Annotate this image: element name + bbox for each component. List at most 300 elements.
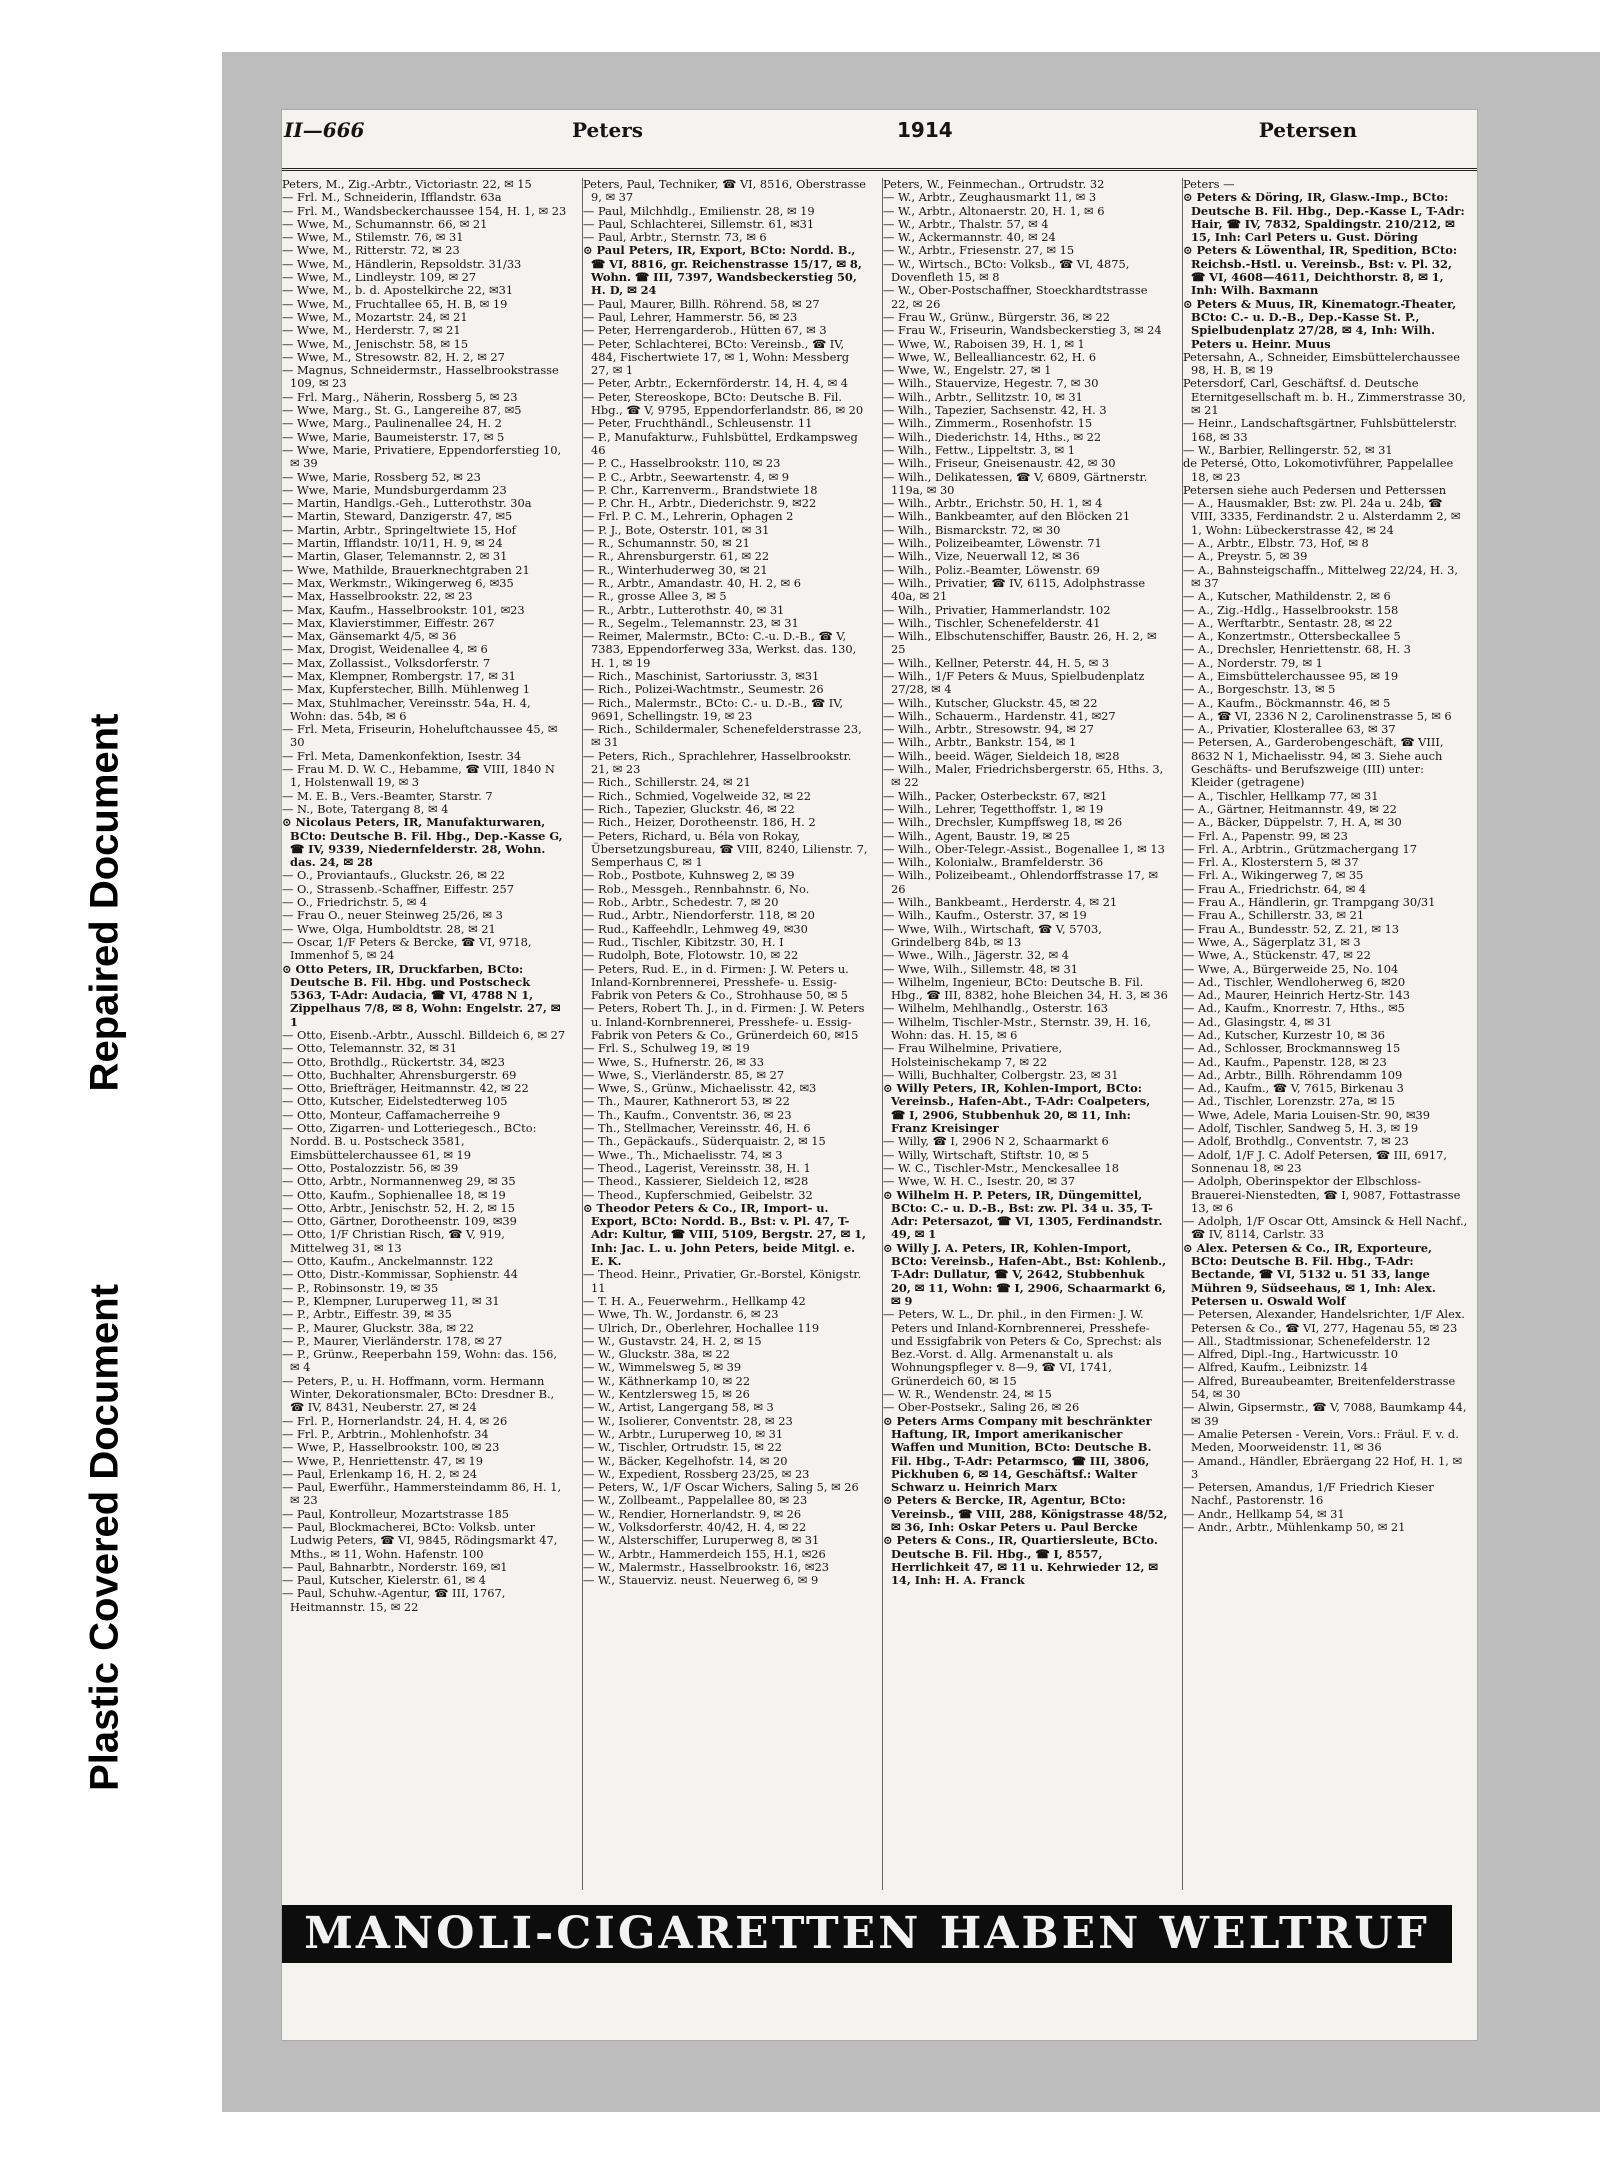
directory-entry: — A., Tischler, Hellkamp 77, ✉ 31	[1183, 788, 1379, 803]
directory-entry: — Frl. M., Wandsbeckerchaussee 154, H. 1, ✉ 23	[282, 203, 567, 218]
directory-entry: — A., Drechsler, Henriettenstr. 68, H. 3	[1183, 642, 1411, 657]
directory-entry: — Paul, Kutscher, Kielerstr. 61, ✉ 4	[282, 1573, 486, 1588]
directory-entry: — Magnus, Schneidermstr., Hasselbrookstrasse 109, ✉ 23	[282, 363, 559, 391]
directory-entry: Peters, W., Feinmechan., Ortrudstr. 32	[883, 178, 1105, 191]
directory-entry: ⊙ Alex. Petersen & Co., IR, Exporteure, BCto: Deutsche B. Fil. Hbg., T-Adr: Bectande, ☎ VI, 5132 u. 51 33, lange Mühren 9, Südseehaus, ✉ 1, Inh: Alex. Petersen u. Oswald Wolf	[1183, 1240, 1436, 1308]
directory-entry: ⊙ Theodor Peters & Co., IR, Import- u. Export, BCto: Nordd. B., Bst: v. Pl. 47, T-Adr: Kultur, ☎ VIII, 5109, Bergstr. 27, ✉ 1, Inh: Jac. L. u. John Peters, beide Mitgl. e. E. K.	[583, 1200, 867, 1269]
directory-entry: — Wilh., Polizeibeamt., Ohlendorffstrasse 17, ✉ 26	[883, 868, 1158, 896]
directory-entry: — Wwe, W., Engelstr. 27, ✉ 1	[883, 363, 1052, 378]
directory-entry: — W., Zollbeamt., Pappelallee 80, ✉ 23	[583, 1493, 808, 1508]
directory-entry: — Wwe, A., Stückenstr. 47, ✉ 22	[1183, 948, 1371, 963]
directory-entry: — Wilh., Maler, Friedrichsbergerstr. 65, Hths. 3, ✉ 22	[883, 762, 1164, 790]
directory-entry: — A., Bäcker, Düppelstr. 7, H. A, ✉ 30	[1183, 815, 1402, 830]
directory-entry: — Wilh., Fettw., Lippeltstr. 3, ✉ 1	[883, 442, 1075, 457]
directory-entry: — Peter, Fruchthändl., Schleusenstr. 11	[583, 416, 813, 431]
directory-entry: — Wwe, M., Schumannstr. 66, ✉ 21	[282, 216, 488, 231]
directory-entry: — A., Bahnsteigschaffn., Mittelweg 22/24, H. 3, ✉ 37	[1183, 562, 1459, 590]
directory-entry: — Alfred, Dipl.-Ing., Hartwicusstr. 10	[1183, 1347, 1399, 1362]
directory-entry: Petersahn, A., Schneider, Eimsbüttelerchaussee 98, H. B, ✉ 19	[1183, 349, 1460, 378]
directory-entry: — Wilh., Packer, Osterbeckstr. 67, ✉21	[883, 788, 1108, 803]
directory-entry: — A., Kaufm., Böckmannstr. 46, ✉ 5	[1183, 695, 1391, 710]
directory-entry: — Wwe, Marie, Privatiere, Eppendorferstieg 10, ✉ 39	[282, 442, 562, 471]
directory-entry: — Paul, Blockmacherei, BCto: Volksb. unter Ludwig Peters, ☎ VI, 9845, Rödingsmarkt 47, Mths., ✉ 11, Wohn. Hafenstr. 100	[282, 1519, 558, 1561]
directory-entry: — R., Schumannstr. 50, ✉ 21	[583, 536, 750, 551]
directory-entry: — All., Stadtmissionar, Schenefelderstr. 12	[1183, 1333, 1431, 1348]
page-number: II—666	[284, 118, 365, 142]
directory-entry: — N., Bote, Tatergang 8, ✉ 4	[282, 801, 449, 816]
directory-entry: — Max, Werkmstr., Wikingerweg 6, ✉35	[282, 575, 514, 590]
directory-entry: — Wilh., Privatier, ☎ IV, 6115, Adolphstrasse 40a, ✉ 21	[883, 575, 1146, 604]
directory-entry: — Max, Drogist, Weidenallee 4, ✉ 6	[282, 642, 488, 657]
directory-entry: — Paul, Bahnarbtr., Norderstr. 169, ✉1	[282, 1559, 508, 1574]
directory-entry: — W., Arbtr., Zeughausmarkt 11, ✉ 3	[883, 190, 1097, 205]
directory-entry: — Wilh., Privatier, Hammerlandstr. 102	[883, 602, 1111, 617]
directory-entry: — Max, Klempner, Rombergstr. 17, ✉ 31	[282, 668, 516, 683]
directory-entry: — Paul, Schlachterei, Sillemstr. 61, ✉31	[583, 216, 815, 231]
directory-entry: — Wilh., Friseur, Gneisenaustr. 42, ✉ 30	[883, 456, 1116, 471]
directory-entry: — Peters, P., u. H. Hoffmann, vorm. Hermann Winter, Dekorationsmaler, BCto: Dresdner B., ☎ IV, 8431, Neuberstr. 27, ✉ 24	[282, 1373, 555, 1415]
directory-entry: — Rich., Schillerstr. 24, ✉ 21	[583, 775, 751, 790]
directory-entry: — Wilh., Kaufm., Osterstr. 37, ✉ 19	[883, 908, 1087, 923]
directory-entry: — Peters, Rud. E., in d. Firmen: J. W. Peters u. Inland-Kornbrennerei, Presshefe- u. Essig-Fabrik von Peters & Co., Strohhause 50, ✉ 5	[583, 961, 849, 1003]
directory-entry: — W., Arbtr., Hammerdeich 155, H.1, ✉26	[583, 1546, 826, 1561]
directory-entry: — Wilh., Drechsler, Kumpffsweg 18, ✉ 26	[883, 815, 1123, 830]
directory-entry: — Max, Kupferstecher, Billh. Mühlenweg 1	[282, 682, 531, 697]
directory-entry: ⊙ Willy Peters, IR, Kohlen-Import, BCto: Vereinsb., Hafen-Abt., T-Adr: Coalpeters, ☎ I, 2906, Stubbenhuk 20, ✉ 11, Inh: Franz Kreisinger	[883, 1081, 1151, 1136]
directory-entry: Peters, Paul, Techniker, ☎ VI, 8516, Oberstrasse 9, ✉ 37	[583, 178, 867, 205]
directory-entry: — Rich., Heizer, Dorotheenstr. 186, H. 2	[583, 815, 816, 830]
directory-entry: — Wilh., 1/F Peters & Muus, Spielbudenplatz 27/28, ✉ 4	[883, 668, 1145, 697]
directory-entry: — Otto, 1/F Christian Risch, ☎ V, 919, Mittelweg 31, ✉ 13	[282, 1227, 505, 1255]
directory-entry: — Paul, Schuhw.-Agentur, ☎ III, 1767, Heitmannstr. 15, ✉ 22	[282, 1586, 506, 1614]
directory-entry: Petersen siehe auch Pedersen und Petterssen	[1183, 482, 1447, 497]
directory-entry: — Wilh., Ober-Telegr.-Assist., Bogenallee 1, ✉ 13	[883, 841, 1165, 856]
directory-entry: — Frau M. D. W. C., Hebamme, ☎ VIII, 1840 N 1, Holstenwall 19, ✉ 3	[282, 762, 555, 790]
directory-entry: ⊙ Peters & Döring, IR, Glasw.-Imp., BCto: Deutsche B. Fil. Hbg., Dep.-Kasse L, T-Adr: Hair, ☎ IV, 7832, Spaldingstr. 210/212, ✉ 15, Inh: Carl Peters u. Gust. Döring	[1183, 190, 1465, 245]
directory-entry: — Wwe, A., Sägerplatz 31, ✉ 3	[1183, 934, 1361, 949]
directory-column-2	[582, 178, 868, 1890]
directory-entry: — Ad., Schlosser, Brockmannsweg 15	[1183, 1041, 1401, 1056]
directory-entry: — Wwe, Wilh., Wirtschaft, ☎ V, 5703, Grindelberg 84b, ✉ 13	[883, 921, 1102, 949]
directory-entry: — Otto, Kaufm., Sophienallee 18, ✉ 19	[282, 1187, 506, 1202]
directory-entry: — Frl. P., Arbtrin., Mohlenhofstr. 34	[282, 1426, 489, 1441]
directory-entry: — Martin, Handlgs.-Geh., Lutterothstr. 30a	[282, 496, 532, 511]
directory-entry: — Ober-Postsekr., Saling 26, ✉ 26	[883, 1400, 1080, 1415]
directory-entry: — Frau A., Händlerin, gr. Trampgang 30/31	[1183, 895, 1436, 910]
directory-entry: — Otto, Kutscher, Eidelstedterweg 105	[282, 1094, 508, 1109]
directory-entry: — A., Norderstr. 79, ✉ 1	[1183, 655, 1323, 670]
directory-entry: — Frl. S., Schulweg 19, ✉ 19	[583, 1041, 750, 1056]
directory-entry: ⊙ Paul Peters, IR, Export, BCto: Nordd. B., ☎ VI, 8816, gr. Reichenstrasse 15/17, ✉ 8, Wohn. ☎ III, 7397, Wandsbeckerstieg 50, H. D, ✉ 24	[583, 243, 862, 298]
directory-entry: — Wwe, Marie, Baumeisterstr. 17, ✉ 5	[282, 429, 505, 444]
directory-entry: — Adolph, Oberinspektor der Elbschloss-Brauerei-Nienstedten, ☎ I, 9087, Fottastrasse 13, ✉ 6	[1183, 1174, 1461, 1215]
directory-entry: — Th., Maurer, Kathnerort 53, ✉ 22	[583, 1094, 790, 1109]
directory-entry: — Wilh., Elbschutenschiffer, Baustr. 26, H. 2, ✉ 25	[883, 629, 1157, 657]
directory-entry: — Peter, Stereoskope, BCto: Deutsche B. Fil. Hbg., ☎ V, 9795, Eppendorferlandstr. 86, ✉ 20	[583, 389, 864, 418]
directory-entry: — Rudolph, Bote, Flotowstr. 10, ✉ 22	[583, 948, 799, 963]
directory-entry: — Otto, Postalozzistr. 56, ✉ 39	[282, 1160, 459, 1175]
directory-entry: — Martin, Arbtr., Springeltwiete 15, Hof	[282, 522, 516, 537]
directory-entry: — Rud., Tischler, Kibitzstr. 30, H. I	[583, 934, 784, 949]
directory-entry: — Wwe, S., Vierländerstr. 85, ✉ 27	[583, 1067, 785, 1082]
directory-entry: — Andr., Hellkamp 54, ✉ 31	[1183, 1506, 1345, 1521]
directory-entry: — A., ☎ VI, 2336 N 2, Carolinenstrasse 5, ✉ 6	[1183, 708, 1452, 723]
directory-entry: — Frl. Meta, Damenkonfektion, Isestr. 34	[282, 748, 522, 763]
directory-entry: — Alfred, Kaufm., Leibnizstr. 14	[1183, 1360, 1368, 1375]
directory-entry: — R., grosse Allee 3, ✉ 5	[583, 589, 727, 604]
directory-entry: — Ad., Tischler, Wendloherweg 6, ✉20	[1183, 974, 1406, 989]
directory-column-1	[282, 178, 567, 1890]
directory-entry: — W., Gluckstr. 38a, ✉ 22	[583, 1347, 730, 1362]
directory-entry: — Willi, Buchhalter, Colbergstr. 23, ✉ 31	[883, 1067, 1119, 1082]
directory-entry: — Frl. Meta, Friseurin, Hoheluftchaussee 45, ✉ 30	[282, 722, 558, 750]
directory-entry: — Frau Wilhelmine, Privatiere, Holsteinischekamp 7, ✉ 22	[883, 1041, 1063, 1069]
directory-entry: — Wwe, P., Henriettenstr. 47, ✉ 19	[282, 1453, 483, 1468]
directory-entry: — W., Wimmelsweg 5, ✉ 39	[583, 1360, 742, 1375]
directory-entry: — Peters, W., 1/F Oscar Wichers, Saling 5, ✉ 26	[583, 1480, 859, 1495]
directory-column-3	[882, 178, 1168, 1890]
directory-entry: — A., Borgeschstr. 13, ✉ 5	[1183, 682, 1336, 697]
directory-entry: ⊙ Nicolaus Peters, IR, Manufakturwaren, BCto: Deutsche B. Fil. Hbg., Dep.-Kasse G, ☎ IV, 9339, Niedernfelderstr. 28, Wohn. das. 24, ✉ 28	[282, 815, 563, 870]
directory-entry: — Wwe, M., Herderstr. 7, ✉ 21	[282, 323, 461, 338]
directory-entry: — Wilh., Bismarckstr. 72, ✉ 30	[883, 522, 1061, 537]
directory-entry: — Frl. Marg., Näherin, Rossberg 5, ✉ 23	[282, 389, 518, 404]
directory-entry: — Peter, Arbtr., Eckernförderstr. 14, H. 4, ✉ 4	[583, 376, 849, 391]
directory-entry: — Adolf, 1/F J. C. Adolf Petersen, ☎ III, 6917, Sonnenau 18, ✉ 23	[1183, 1147, 1447, 1175]
directory-entry: — R., Arbtr., Lutterothstr. 40, ✉ 31	[583, 602, 785, 617]
directory-entry: — Wwe, M., Jenischstr. 58, ✉ 15	[282, 336, 469, 351]
directory-entry: — Wilh., Diederichstr. 14, Hths., ✉ 22	[883, 429, 1102, 444]
directory-entry: — Andr., Arbtr., Mühlenkamp 50, ✉ 21	[1183, 1519, 1406, 1534]
directory-entry: — Frau A., Friedrichstr. 64, ✉ 4	[1183, 881, 1367, 896]
directory-entry: ⊙ Willy J. A. Peters, IR, Kohlen-Import, BCto: Vereinsb., Hafen-Abt., Bst: Kohlenb., T-Adr: Dullatur, ☎ V, 2642, Stubbenhuk 20, ✉ 11, Wohn: ☎ I, 2906, Schaarmarkt 6, ✉ 9	[883, 1240, 1167, 1308]
directory-entry: — A., Zig.-Hdlg., Hasselbrookstr. 158	[1183, 602, 1399, 617]
directory-entry: — Wwe, M., Stilemstr. 76, ✉ 31	[282, 230, 464, 245]
directory-entry: — W., Artist, Langergang 58, ✉ 3	[583, 1400, 774, 1415]
directory-entry: — P. Chr. H., Arbtr., Diederichstr. 9, ✉22	[583, 496, 817, 511]
directory-entry: — Otto, Eisenb.-Arbtr., Ausschl. Billdeich 6, ✉ 27	[282, 1028, 566, 1042]
directory-entry: — W., Tischler, Ortrudstr. 15, ✉ 22	[583, 1440, 782, 1455]
directory-entry: — A., Werftarbtr., Sentastr. 28, ✉ 22	[1183, 615, 1393, 630]
directory-entry: — Wwe., Wilh., Jägerstr. 32, ✉ 4	[883, 948, 1069, 963]
directory-entry: — Wilh., Arbtr., Stresowstr. 94, ✉ 27	[883, 722, 1094, 737]
directory-entry: — Paul, Lehrer, Hammerstr. 56, ✉ 23	[583, 309, 798, 324]
directory-entry: — A., Hausmakler, Bst: zw. Pl. 24a u. 24b, ☎ VIII, 3335, Ferdinandstr. 2 u. Alsterdamm 2, ✉ 1, Wohn: Lübeckerstrasse 42, ✉ 24	[1183, 496, 1461, 537]
directory-entry: — Wwe, W. H. C., Isestr. 20, ✉ 37	[883, 1174, 1076, 1189]
directory-entry: — A., Gärtner, Heitmannstr. 49, ✉ 22	[1183, 801, 1397, 816]
directory-entry: — Rich., Tapezier, Gluckstr. 46, ✉ 22	[583, 801, 795, 816]
directory-page	[282, 110, 1477, 2040]
directory-entry: — Wwe, S., Grünw., Michaelisstr. 42, ✉3	[583, 1081, 817, 1096]
directory-entry: — P. J., Bote, Osterstr. 101, ✉ 31	[583, 522, 770, 537]
directory-entry: — Amalie Petersen - Verein, Vors.: Fräul. F. v. d. Meden, Moorweidenstr. 11, ✉ 36	[1183, 1426, 1459, 1455]
directory-entry: — P., Arbtr., Eiffestr. 39, ✉ 35	[282, 1307, 452, 1322]
directory-entry: — Rich., Maschinist, Sartoriusstr. 3, ✉31	[583, 668, 820, 683]
directory-entry: — Wwe, M., b. d. Apostelkirche 22, ✉31	[282, 283, 514, 298]
directory-entry: — A., Konzertmstr., Ottersbeckallee 5	[1183, 629, 1401, 644]
directory-entry: — Max, Gänsemarkt 4/5, ✉ 36	[282, 629, 457, 644]
directory-entry: — A., Arbtr., Elbstr. 73, Hof, ✉ 8	[1183, 536, 1369, 551]
directory-entry: — Wwe, M., Fruchtallee 65, H. B, ✉ 19	[282, 296, 508, 311]
directory-entry: — M. E. B., Vers.-Beamter, Starstr. 7	[282, 788, 493, 803]
directory-entry: — O., Strassenb.-Schaffner, Eiffestr. 257	[282, 881, 514, 896]
directory-entry: — Wilh., Delikatessen, ☎ V, 6809, Gärtnerstr. 119a, ✉ 30	[883, 469, 1148, 497]
directory-entry: — Wilh., Schauerm., Hardenstr. 41, ✉27	[883, 708, 1116, 723]
directory-entry: — Otto, Brothdlg., Rückertstr. 34, ✉23	[282, 1054, 505, 1069]
directory-entry: — Frau O., neuer Steinweg 25/26, ✉ 3	[282, 908, 503, 923]
directory-entry: — P. Chr., Karrenverm., Brandstwiete 18	[583, 482, 818, 497]
directory-entry: — Otto, Briefträger, Heitmannstr. 42, ✉ 22	[282, 1081, 529, 1096]
directory-entry: — Wwe, M., Ritterstr. 72, ✉ 23	[282, 243, 460, 258]
directory-entry: ⊙ Peters & Cons., IR, Quartiersleute, BCto. Deutsche B. Fil. Hbg., ☎ I, 8557, Herrlichkeit 47, ✉ 11 u. Kehrwieder 12, ✉ 14, Inh: H. A. Franck	[883, 1533, 1158, 1588]
directory-entry: — Wwe, Th. W., Jordanstr. 6, ✉ 23	[583, 1307, 779, 1322]
directory-entry: — Wwe, Olga, Humboldtstr. 28, ✉ 21	[282, 921, 496, 936]
directory-entry: — W. C., Tischler-Mstr., Menckesallee 18	[883, 1160, 1120, 1175]
directory-entry: — Peter, Herrengarderob., Hütten 67, ✉ 3	[583, 323, 827, 338]
directory-entry: — Frau A., Bundesstr. 52, Z. 21, ✉ 13	[1183, 921, 1400, 936]
directory-entry: ⊙ Peters & Muus, IR, Kinematogr.-Theater, BCto: C.- u. D.-B., Dep.-Kasse St. P., Spielbudenplatz 27/28, ✉ 4, Inh: Wilh. Peters u. Heinr. Muus	[1183, 296, 1457, 351]
directory-entry: — Otto, Arbtr., Normannenweg 29, ✉ 35	[282, 1174, 516, 1189]
directory-entry: — R., Segelm., Telemannstr. 23, ✉ 31	[583, 615, 799, 630]
directory-entry: — Wwe, M., Stresowstr. 82, H. 2, ✉ 27	[282, 349, 505, 364]
directory-entry: — Ulrich, Dr., Oberlehrer, Hochallee 119	[583, 1320, 820, 1335]
directory-entry: — Wwe, W., Raboisen 39, H. 1, ✉ 1	[883, 336, 1085, 351]
directory-entry: — Paul, Milchhdlg., Emilienstr. 28, ✉ 19	[583, 203, 815, 218]
header-left-word: Peters	[572, 118, 643, 142]
directory-entry: — Wilh., Lehrer, Tegetthoffstr. 1, ✉ 19	[883, 801, 1104, 816]
directory-entry: — Theod., Kassierer, Sieldeich 12, ✉28	[583, 1174, 809, 1189]
directory-entry: — A., Kutscher, Mathildenstr. 2, ✉ 6	[1183, 589, 1391, 604]
directory-entry: — R., Winterhuderweg 30, ✉ 21	[583, 562, 768, 577]
directory-entry: — Alfred, Bureaubeamter, Breitenfelderstrasse 54, ✉ 30	[1183, 1373, 1456, 1402]
page-header	[282, 110, 1477, 171]
advertisement-banner: MANOLI-CIGARETTEN HABEN WELTRUF	[282, 1905, 1452, 1963]
directory-entry: — P., Maurer, Vierländerstr. 178, ✉ 27	[282, 1333, 503, 1348]
directory-entry: — Wwe., Th., Michaelisstr. 74, ✉ 3	[583, 1147, 783, 1162]
directory-entry: ⊙ Peters & Bercke, IR, Agentur, BCto: Vereinsb., ☎ VIII, 288, Königstrasse 48/52, ✉ 36, Inh: Oskar Peters u. Paul Bercke	[883, 1493, 1168, 1534]
directory-entry: — Frau A., Schillerstr. 33, ✉ 21	[1183, 908, 1365, 923]
directory-entry: Petersdorf, Carl, Geschäftsf. d. Deutsche Eternitgesellschaft m. b. H., Zimmerstrasse 30, ✉ 21	[1183, 376, 1466, 418]
directory-entry: — Wilh., Stauervize, Hegestr. 7, ✉ 30	[883, 376, 1099, 391]
directory-entry: — W., Barbier, Rellingerstr. 52, ✉ 31	[1183, 442, 1393, 457]
directory-entry: — Alwin, Gipsermstr., ☎ V, 7088, Baumkamp 44, ✉ 39	[1183, 1400, 1467, 1428]
directory-entry: — Peters, Robert Th. J., in d. Firmen: J. W. Peters u. Inland-Kornbrennerei, Presshefe- u. Essig-Fabrik von Peters & Co., Grünerdeich 60, ✉15	[583, 1001, 865, 1042]
directory-entry: — O., Proviantaufs., Gluckstr. 26, ✉ 22	[282, 868, 505, 883]
repaired-document-label: Repaired Document	[82, 713, 127, 1092]
directory-entry: — Wwe, M., Mozartstr. 24, ✉ 21	[282, 309, 468, 324]
directory-entry: — Paul, Maurer, Billh. Röhrend. 58, ✉ 27	[583, 296, 820, 311]
directory-entry: — W., Ackermannstr. 40, ✉ 24	[883, 230, 1056, 245]
directory-entry: — W., Volksdorferstr. 40/42, H. 4, ✉ 22	[583, 1519, 807, 1534]
directory-entry: — W., Arbtr., Luruperweg 10, ✉ 31	[583, 1426, 784, 1441]
directory-entry: — Max, Klavierstimmer, Eiffestr. 267	[282, 615, 495, 630]
directory-entry: — Rich., Schildermaler, Schenefelderstrasse 23, ✉ 31	[583, 722, 862, 750]
directory-entry: — Peters, Richard, u. Béla von Rokay, Übersetzungsbureau, ☎ VIII, 8240, Lilienstr. 7, Semperhaus C, ✉ 1	[583, 828, 868, 870]
directory-entry: — Ad., Arbtr., Billh. Röhrendamm 109	[1183, 1067, 1403, 1082]
directory-entry: — Wwe, M., Lindleystr. 109, ✉ 27	[282, 270, 477, 285]
directory-entry: — Rich., Malermstr., BCto: C.- u. D.-B., ☎ IV, 9691, Schellingstr. 19, ✉ 23	[583, 695, 844, 723]
directory-entry: — Paul, Ewerführ., Hammersteindamm 86, H. 1, ✉ 23	[282, 1480, 562, 1508]
directory-entry: — Wwe, Marg., St. G., Langereihe 87, ✉5	[282, 403, 522, 418]
directory-entry: — Willy, Wirtschaft, Stiftstr. 10, ✉ 5	[883, 1147, 1089, 1162]
directory-entry: — W., Ober-Postschaffner, Stoeckhardtstrasse 22, ✉ 26	[883, 283, 1148, 311]
directory-entry: — Th., Kaufm., Conventstr. 36, ✉ 23	[583, 1107, 792, 1122]
directory-entry: — Wilh., Kolonialw., Bramfelderstr. 36	[883, 855, 1104, 870]
directory-entry: — Ad., Kaufm., ☎ V, 7615, Birkenau 3	[1183, 1081, 1404, 1096]
directory-entry: — Frl. M., Schneiderin, Ifflandstr. 63a	[282, 190, 502, 205]
directory-entry: — Frl. A., Klosterstern 5, ✉ 37	[1183, 855, 1359, 870]
directory-entry: — Ad., Glasingstr. 4, ✉ 31	[1183, 1014, 1333, 1029]
directory-entry: — Frau W., Friseurin, Wandsbeckerstieg 3, ✉ 24	[883, 323, 1162, 338]
directory-entry: — P., Manufakturw., Fuhlsbüttel, Erdkampsweg 46	[583, 429, 858, 457]
directory-entry: — Ad., Kaufm., Papenstr. 128, ✉ 23	[1183, 1054, 1387, 1069]
directory-entry: — Otto, Gärtner, Dorotheenstr. 109, ✉39	[282, 1214, 517, 1229]
directory-entry: — Wilh., beeid. Wäger, Sieldeich 18, ✉28	[883, 748, 1120, 763]
directory-entry: — A., Eimsbüttelerchaussee 95, ✉ 19	[1183, 668, 1399, 683]
directory-entry: — Wilh., Bankbeamt., Herderstr. 4, ✉ 21	[883, 895, 1118, 910]
directory-entry: — W., Expedient, Rossberg 23/25, ✉ 23	[583, 1466, 810, 1481]
directory-entry: — Theod., Kupferschmied, Geibelstr. 32	[583, 1187, 813, 1202]
directory-entry: — W., Alsterschiffer, Luruperweg 8, ✉ 31	[583, 1533, 820, 1548]
directory-entry: — Wwe, A., Bürgerweide 25, No. 104	[1183, 961, 1399, 976]
directory-entry: — Otto, Kaufm., Anckelmannstr. 122	[282, 1254, 494, 1269]
directory-entry: — Rob., Postbote, Kuhnsweg 2, ✉ 39	[583, 868, 795, 883]
directory-entry: — W., Arbtr., Altonaerstr. 20, H. 1, ✉ 6	[883, 203, 1105, 218]
directory-entry: — Heinr., Landschaftsgärtner, Fuhlsbüttelerstr. 168, ✉ 33	[1183, 416, 1457, 444]
directory-entry: — W., Käthnerkamp 10, ✉ 22	[583, 1373, 751, 1388]
directory-entry: — W., Kentzlersweg 15, ✉ 26	[583, 1387, 750, 1402]
directory-entry: — P. C., Arbtr., Seewartenstr. 4, ✉ 9	[583, 469, 790, 484]
directory-entry: — Frl. A., Arbtrin., Grützmachergang 17	[1183, 841, 1417, 856]
directory-entry: — Wwe, S., Hufnerstr. 26, ✉ 33	[583, 1054, 764, 1069]
directory-entry: — Th., Stellmacher, Vereinsstr. 46, H. 6	[583, 1121, 811, 1136]
directory-entry: — Wilh., Poliz.-Beamter, Löwenstr. 69	[883, 562, 1100, 577]
directory-entry: — Wwe, M., Händlerin, Repsoldstr. 31/33	[282, 256, 522, 271]
directory-entry: — Rud., Arbtr., Niendorferstr. 118, ✉ 20	[583, 908, 815, 923]
plastic-covered-document-label: Plastic Covered Document	[82, 1284, 127, 1791]
directory-entry: — Wwe, Marg., Paulinenallee 24, H. 2	[282, 416, 502, 431]
directory-entry: — Frl. P. C. M., Lehrerin, Ophagen 2	[583, 509, 794, 524]
directory-entry: — Wwe, W., Bellealliancestr. 62, H. 6	[883, 349, 1097, 364]
directory-entry: — Paul, Kontrolleur, Mozartstrasse 185	[282, 1506, 510, 1521]
directory-entry: — W., Arbtr., Friesenstr. 27, ✉ 15	[883, 243, 1075, 258]
directory-entry: — Rob., Messgeh., Rennbahnstr. 6, No.	[583, 881, 810, 896]
directory-entry: — Wilh., Zimmerm., Rosenhofstr. 15	[883, 416, 1093, 431]
directory-entry: — Max, Zollassist., Volksdorferstr. 7	[282, 655, 491, 670]
directory-column-4	[1182, 178, 1468, 1890]
directory-entry: — R., Arbtr., Amandastr. 40, H. 2, ✉ 6	[583, 575, 801, 590]
directory-entry: — Wilh., Polizeibeamter, Löwenstr. 71	[883, 536, 1102, 551]
directory-entry: — Adolf, Brothdlg., Conventstr. 7, ✉ 23	[1183, 1134, 1409, 1149]
directory-entry: — W., Rendier, Hornerlandstr. 9, ✉ 26	[583, 1506, 802, 1521]
directory-entry: — Wilh., Tapezier, Sachsenstr. 42, H. 3	[883, 403, 1107, 418]
directory-entry: — R., Ahrensburgerstr. 61, ✉ 22	[583, 549, 770, 564]
directory-entry: — Wilh., Tischler, Schenefelderstr. 41	[883, 615, 1101, 630]
directory-entry: — Paul, Erlenkamp 16, H. 2, ✉ 24	[282, 1466, 478, 1481]
directory-entry: — Willy, ☎ I, 2906 N 2, Schaarmarkt 6	[883, 1134, 1109, 1149]
directory-entry: — Otto, Telemannstr. 32, ✉ 31	[282, 1041, 457, 1056]
header-right-word: Petersen	[1258, 118, 1357, 142]
directory-entry: — Wilhelm, Mehlhandlg., Osterstr. 163	[883, 1001, 1109, 1016]
directory-entry: — Wilhelm, Tischler-Mstr., Sternstr. 39, H. 16, Wohn: das. H. 15, ✉ 6	[883, 1014, 1151, 1042]
directory-entry: — Th., Gepäckaufs., Süderquaistr. 2, ✉ 15	[583, 1134, 826, 1149]
directory-entry: — Otto, Monteur, Caffamacherreihe 9	[282, 1107, 501, 1122]
directory-entry: — Frl. A., Wikingerweg 7, ✉ 35	[1183, 868, 1364, 883]
directory-entry: — Wwe, Adele, Maria Louisen-Str. 90, ✉39	[1183, 1107, 1431, 1122]
directory-entry: — Wwe, Mathilde, Brauerknechtgraben 21	[282, 562, 530, 577]
directory-entry: ⊙ Peters Arms Company mit beschränkter Haftung, IR, Import amerikanischer Waffen und Munition, BCto: Deutsche B. Fil. Hbg., T-Adr: Petarmsco, ☎ III, 3806, Pickhuben 6, ✉ 14, Geschäftsf.: Walter Schwarz u. Heinrich Marx	[883, 1413, 1152, 1495]
directory-entry: — Wwe, Marie, Rossberg 52, ✉ 23	[282, 469, 481, 484]
directory-entry: — Wilh., Bankbeamter, auf den Blöcken 21	[883, 509, 1131, 524]
directory-entry: Peters —	[1183, 178, 1235, 191]
directory-entry: — Adolph, 1/F Oscar Ott, Amsinck & Hell Nachf., ☎ IV, 8114, Carlstr. 33	[1183, 1214, 1468, 1242]
directory-entry: — Reimer, Malermstr., BCto: C.-u. D.-B., ☎ V, 7383, Eppendorferweg 33a, Werkst. das. 130, H. 1, ✉ 19	[583, 629, 857, 670]
directory-entry: — W., Arbtr., Thalstr. 57, ✉ 4	[883, 216, 1049, 231]
directory-entry: — Otto, Buchhalter, Ahrensburgerstr. 69	[282, 1067, 517, 1082]
directory-entry: — P. C., Hasselbrookstr. 110, ✉ 23	[583, 456, 781, 471]
directory-entry: — Amand., Händler, Ebräergang 22 Hof, H. 1, ✉ 3	[1183, 1453, 1463, 1481]
directory-entry: — Wilh., Vize, Neuerwall 12, ✉ 36	[883, 549, 1080, 564]
directory-entry: — Theod. Heinr., Privatier, Gr.-Borstel, Königstr. 11	[583, 1267, 862, 1295]
directory-entry: Peters, M., Zig.-Arbtr., Victoriastr. 22, ✉ 15	[282, 178, 532, 191]
directory-entry: — Otto, Arbtr., Jenischstr. 52, H. 2, ✉ 15	[282, 1200, 515, 1215]
directory-entry: — Otto, Zigarren- und Lotteriegesch., BCto: Nordd. B. u. Postscheck 3581, Eimsbüttelerchaussee 61, ✉ 19	[282, 1121, 537, 1162]
directory-entry: ⊙ Wilhelm H. P. Peters, IR, Düngemittel, BCto: C.- u. D.-B., Bst: zw. Pl. 34 u. 35, T-Adr: Petersazot, ☎ VI, 1305, Ferdinandstr. 49, ✉ 1	[883, 1187, 1163, 1242]
directory-entry: — Petersen, Amandus, 1/F Friedrich Kieser Nachf., Pastorenstr. 16	[1183, 1480, 1434, 1508]
directory-entry: — Rob., Arbtr., Schedestr. 7, ✉ 20	[583, 895, 779, 910]
directory-entry: — Wilh., Arbtr., Bankstr. 154, ✉ 1	[883, 735, 1077, 750]
directory-entry: — Frl. P., Hornerlandstr. 24, H. 4, ✉ 26	[282, 1413, 508, 1428]
directory-entry: — Max, Kaufm., Hasselbrookstr. 101, ✉23	[282, 602, 525, 617]
directory-entry: — P., Klempner, Luruperweg 11, ✉ 31	[282, 1293, 500, 1308]
directory-entry: — Rich., Polizei-Wachtmstr., Seumestr. 26	[583, 682, 824, 697]
directory-entry: — Peters, W. L., Dr. phil., in den Firmen: J. W. Peters und Inland-Kornbrennerei, Presshefe- und Essigfabrik von Peters & Co, Sprechst: als Bez.-Vorst. d. Allg. Armenanstalt u. als Wohnungspfleger v. 8—9, ☎ VI, 1741, Grünerdeich 60, ✉ 15	[883, 1307, 1162, 1388]
directory-entry: — W. R., Wendenstr. 24, ✉ 15	[883, 1387, 1052, 1402]
directory-entry: — Wilh., Kutscher, Gluckstr. 45, ✉ 22	[883, 695, 1098, 710]
directory-entry: — O., Friedrichstr. 5, ✉ 4	[282, 895, 428, 910]
directory-entry: — Petersen, Alexander, Handelsrichter, 1/F Alex. Petersen & Co., ☎ VI, 277, Hagenau 55, ✉ 23	[1183, 1307, 1465, 1335]
directory-entry: — Frl. A., Papenstr. 99, ✉ 23	[1183, 828, 1348, 843]
directory-entry: — W., Isolierer, Conventstr. 28, ✉ 23	[583, 1413, 793, 1428]
directory-entry: — Wwe, Marie, Mundsburgerdamm 23	[282, 482, 507, 497]
directory-entry: — P., Robinsonstr. 19, ✉ 35	[282, 1280, 439, 1295]
directory-entry: — Martin, Glaser, Telemannstr. 2, ✉ 31	[282, 549, 508, 564]
directory-entry: — Rich., Schmied, Vogelweide 32, ✉ 22	[583, 788, 811, 803]
directory-entry: — P., Grünw., Reeperbahn 159, Wohn: das. 156, ✉ 4	[282, 1347, 558, 1375]
directory-entry: — Ad., Kutscher, Kurzestr 10, ✉ 36	[1183, 1028, 1385, 1042]
directory-entry: — W., Gustavstr. 24, H. 2, ✉ 15	[583, 1333, 762, 1348]
directory-entry: — Frau W., Grünw., Bürgerstr. 36, ✉ 22	[883, 309, 1111, 324]
directory-entry: — Otto, Distr.-Kommissar, Sophienstr. 44	[282, 1267, 519, 1282]
directory-entry: — Wilhelm, Ingenieur, BCto: Deutsche B. Fil. Hbg., ☎ III, 8382, hohe Bleichen 34, H. 3, ✉ 36	[883, 974, 1168, 1003]
directory-entry: — Rud., Kaffeehdlr., Lehmweg 49, ✉30	[583, 921, 808, 936]
directory-entry: — A., Privatier, Klosterallee 63, ✉ 37	[1183, 722, 1396, 737]
directory-entry: — Max, Hasselbrookstr. 22, ✉ 23	[282, 589, 473, 604]
directory-entry: — Ad., Tischler, Lorenzstr. 27a, ✉ 15	[1183, 1094, 1395, 1109]
directory-entry: — Oscar, 1/F Peters & Bercke, ☎ VI, 9718, Immenhof 5, ✉ 24	[282, 934, 532, 963]
directory-entry: de Petersé, Otto, Lokomotivführer, Pappelallee 18, ✉ 23	[1183, 456, 1454, 484]
directory-entry: — Paul, Arbtr., Sternstr. 73, ✉ 6	[583, 230, 767, 245]
directory-entry: — Adolf, Tischler, Sandweg 5, H. 3, ✉ 19	[1183, 1121, 1419, 1136]
directory-entry: — Max, Stuhlmacher, Vereinsstr. 54a, H. 4, Wohn: das. 54b, ✉ 6	[282, 695, 531, 723]
directory-entry: — W., Bäcker, Kegelhofstr. 14, ✉ 20	[583, 1453, 788, 1468]
header-year: 1914	[897, 118, 953, 142]
directory-entry: — Wwe, P., Hasselbrookstr. 100, ✉ 23	[282, 1440, 500, 1455]
directory-entry: — Wilh., Arbtr., Sellitzstr. 10, ✉ 31	[883, 389, 1083, 404]
directory-entry: ⊙ Otto Peters, IR, Druckfarben, BCto: Deutsche B. Fil. Hbg. und Postscheck 5363, T-Adr: Audacia, ☎ VI, 4788 N 1, Zippelhaus 7/8, ✉ 8, Wohn: Engelstr. 27, ✉ 1	[282, 961, 561, 1029]
directory-entry: — Wilh., Agent, Baustr. 19, ✉ 25	[883, 828, 1071, 843]
directory-entry: — Martin, Steward, Danzigerstr. 47, ✉5	[282, 509, 513, 524]
